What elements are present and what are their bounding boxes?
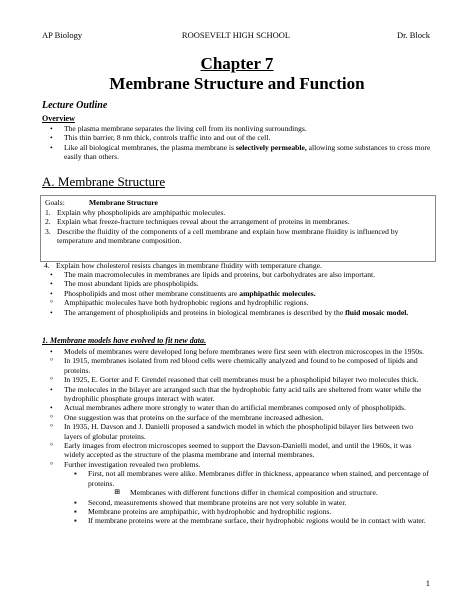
- bullet-icon: •: [50, 279, 53, 289]
- chapter-title: Chapter 7: [200, 54, 274, 73]
- goal-item-4: 4. Explain how cholesterol resists changes in membrane fluidity with temperature change.: [44, 261, 322, 270]
- bullet-icon: °: [50, 422, 54, 432]
- list-item: 2. Explain what freeze-fracture techniques reveal about the arrangement of proteins in membranes.: [45, 217, 350, 227]
- bullet-icon: •: [50, 307, 53, 317]
- overview-heading: Overview: [42, 114, 75, 123]
- list-item: ° One suggestion was that proteins on the surface of the membrane increased adhesion.: [50, 412, 324, 422]
- page-number: 1: [425, 578, 430, 588]
- bullet-icon: •: [50, 133, 53, 143]
- list-item: • Models of membranes were developed long before membranes were first seen with electron microscopes in the 1950s.: [50, 347, 424, 356]
- bullet-icon: •: [50, 142, 53, 152]
- bullet-icon: °: [50, 375, 54, 385]
- list-item: 1. Explain why phospholipids are amphipathic molecules.: [45, 208, 226, 217]
- bullet-icon: °: [50, 356, 54, 366]
- list-item: ▪ Membrane proteins are amphipathic, with hydrophobic and hydrophilic regions.: [74, 506, 332, 516]
- bullet-icon: •: [50, 384, 53, 394]
- list-item: • The molecules in the bilayer are arranged such that the hydrophobic fatty acid tails are sheltered from water while the hydrophilic phosphate groups interact with water.: [50, 384, 422, 404]
- section-a-heading: A. Membrane Structure: [42, 174, 166, 189]
- list-item: • The main macromolecules in membranes are lipids and proteins, but carbohydrates are also important.: [50, 270, 376, 279]
- list-item: ° Early images from electron microscopes seemed to support the Davson-Danielli model, and until the 1960s, it was widely accepted as the structure of the plasma membrane and internal membranes.: [50, 441, 412, 460]
- bullet-icon: °: [50, 412, 54, 422]
- bullet-icon: •: [50, 403, 53, 413]
- membrane-models-list: [42, 347, 432, 526]
- list-item: 3. Describe the fluidity of the components of a cell membrane and explain how membrane fluidity is influenced by temperature and membrane composition.: [45, 226, 399, 246]
- list-item: ▪ If membrane proteins were at the membrane surface, their hydrophobic regions would be in contact with water.: [74, 516, 426, 526]
- list-item: • The most abundant lipids are phospholipids.: [50, 279, 199, 289]
- bullet-icon: °: [50, 459, 54, 469]
- bullet-icon: ▪: [74, 506, 77, 516]
- bullet-icon: •: [50, 288, 53, 298]
- header-school: ROOSEVELT HIGH SCHOOL: [181, 30, 291, 40]
- list-item: ⊞ Membranes with different functions differ in chemical composition and structure.: [114, 488, 378, 498]
- list-item: • The plasma membrane separates the living cell from its nonliving surroundings.: [50, 124, 307, 133]
- bullet-icon: ▪: [74, 497, 77, 507]
- header-teacher: Dr. Block: [396, 30, 430, 40]
- list-item: ° Further investigation revealed two problems.: [50, 459, 201, 469]
- bullet-icon: •: [50, 347, 53, 356]
- header-course: AP Biology: [42, 30, 83, 40]
- overview-list: [42, 124, 432, 162]
- goals-box: [40, 195, 436, 262]
- circle-bullet-icon: °: [50, 298, 54, 308]
- lecture-outline-heading: Lecture Outline: [42, 100, 108, 111]
- goals-heading: Membrane Structure: [89, 198, 158, 207]
- list-item: ° In 1935, H. Davson and J. Danielli proposed a sandwich model in which the phospholipid bilayer lies between two layers of globular proteins.: [50, 422, 414, 441]
- list-item: ▪ First, not all membranes were alike. Membranes differ in thickness, appearance when stained, and percentage of proteins.: [74, 469, 429, 488]
- list-item: • This thin barrier, 8 nm thick, controls traffic into and out of the cell.: [50, 133, 271, 143]
- list-item: ° In 1925, E. Gorter and F. Grendel reasoned that cell membranes must be a phospholipid bilayer two molecules thick.: [50, 375, 419, 385]
- bullet-icon: ⊞: [114, 488, 120, 497]
- goals-list: [45, 208, 431, 246]
- membrane-structure-list: [42, 270, 432, 317]
- bullet-icon: •: [50, 270, 53, 279]
- list-item: • Actual membranes adhere more strongly to water than do artificial membranes composed only of phospholipids.: [50, 403, 406, 413]
- bullet-icon: •: [50, 124, 53, 133]
- list-item: ▪ Second, measurements showed that membrane proteins are not very soluble in water.: [74, 497, 347, 507]
- goals-label: Goals:: [45, 198, 65, 207]
- list-item: • Phospholipids and most other membrane constituents are amphipathic molecules.: [50, 288, 316, 298]
- bullet-icon: °: [50, 441, 54, 451]
- list-item: ° Amphipathic molecules have both hydrophobic regions and hydrophilic regions.: [50, 298, 309, 308]
- list-item: • Like all biological membranes, the plasma membrane is selectively permeable, allowing some substances to cross more easily than others.: [50, 142, 431, 162]
- chapter-subtitle: Membrane Structure and Function: [109, 74, 365, 93]
- bullet-icon: ▪: [74, 469, 77, 479]
- bullet-icon: ▪: [74, 516, 77, 526]
- subsection-1-heading: 1. Membrane models have evolved to fit new data.: [42, 336, 206, 345]
- list-item: • The arrangement of phospholipids and proteins in biological membranes is described by the fluid mosaic model.: [50, 307, 409, 317]
- list-item: ° In 1915, membranes isolated from red blood cells were chemically analyzed and found to be composed of lipids and proteins.: [50, 356, 418, 375]
